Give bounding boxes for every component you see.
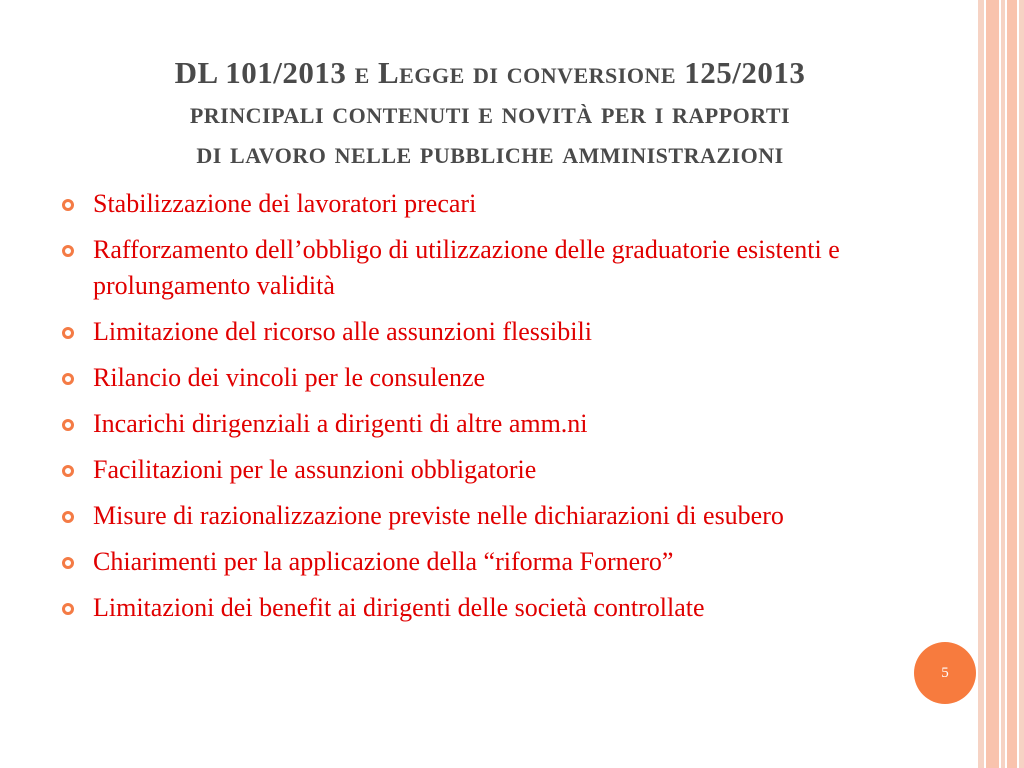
decorative-stripe: [1001, 0, 1005, 768]
slide-title: [40, 53, 940, 173]
bullet-text: Chiarimenti per la applicazione della “riforma Fornero”: [93, 547, 674, 576]
bullet-circle-icon: [62, 199, 74, 211]
title-line-2: principali contenuti e novità per i rapporti: [189, 94, 791, 130]
bullet-item: [62, 498, 972, 534]
bullet-circle-icon: [62, 327, 74, 339]
bullet-text: Rilancio dei vincoli per le consulenze: [93, 363, 486, 392]
bullet-text: Misure di razionalizzazione previste nelle dichiarazioni di esubero: [93, 501, 784, 530]
title-line-3: di lavoro nelle pubbliche amministrazioni: [196, 134, 784, 170]
bullet-circle-icon: [62, 511, 74, 523]
decorative-stripe: [986, 0, 999, 768]
bullet-text: Facilitazioni per le assunzioni obbligatorie: [93, 455, 537, 484]
bullet-circle-icon: [62, 419, 74, 431]
bullet-text: Limitazione del ricorso alle assunzioni flessibili: [93, 317, 592, 346]
bullet-circle-icon: [62, 557, 74, 569]
title-line-1: DL 101/2013 e Legge di conversione 125/2013: [174, 54, 806, 90]
bullet-item: [62, 186, 972, 222]
page-number-badge: 5: [914, 642, 976, 704]
bullet-list: [62, 186, 972, 636]
bullet-text: Limitazioni dei benefit ai dirigenti delle società controllate: [93, 593, 705, 622]
bullet-item: [62, 232, 972, 304]
bullet-item: [62, 590, 972, 626]
bullet-item: [62, 314, 972, 350]
bullet-circle-icon: [62, 245, 74, 257]
bullet-text: Rafforzamento dell’obbligo di utilizzazione delle graduatorie esistenti e prolungamento validità: [93, 235, 840, 300]
bullet-circle-icon: [62, 465, 74, 477]
decorative-stripe: [978, 0, 984, 768]
bullet-circle-icon: [62, 603, 74, 615]
decorative-stripe: [1019, 0, 1024, 768]
bullet-item: [62, 406, 972, 442]
bullet-circle-icon: [62, 373, 74, 385]
decorative-stripe: [1007, 0, 1017, 768]
bullet-item: [62, 452, 972, 488]
bullet-item: [62, 360, 972, 396]
bullet-text: Incarichi dirigenziali a dirigenti di altre amm.ni: [93, 409, 588, 438]
bullet-item: [62, 544, 972, 580]
bullet-text: Stabilizzazione dei lavoratori precari: [93, 189, 477, 218]
